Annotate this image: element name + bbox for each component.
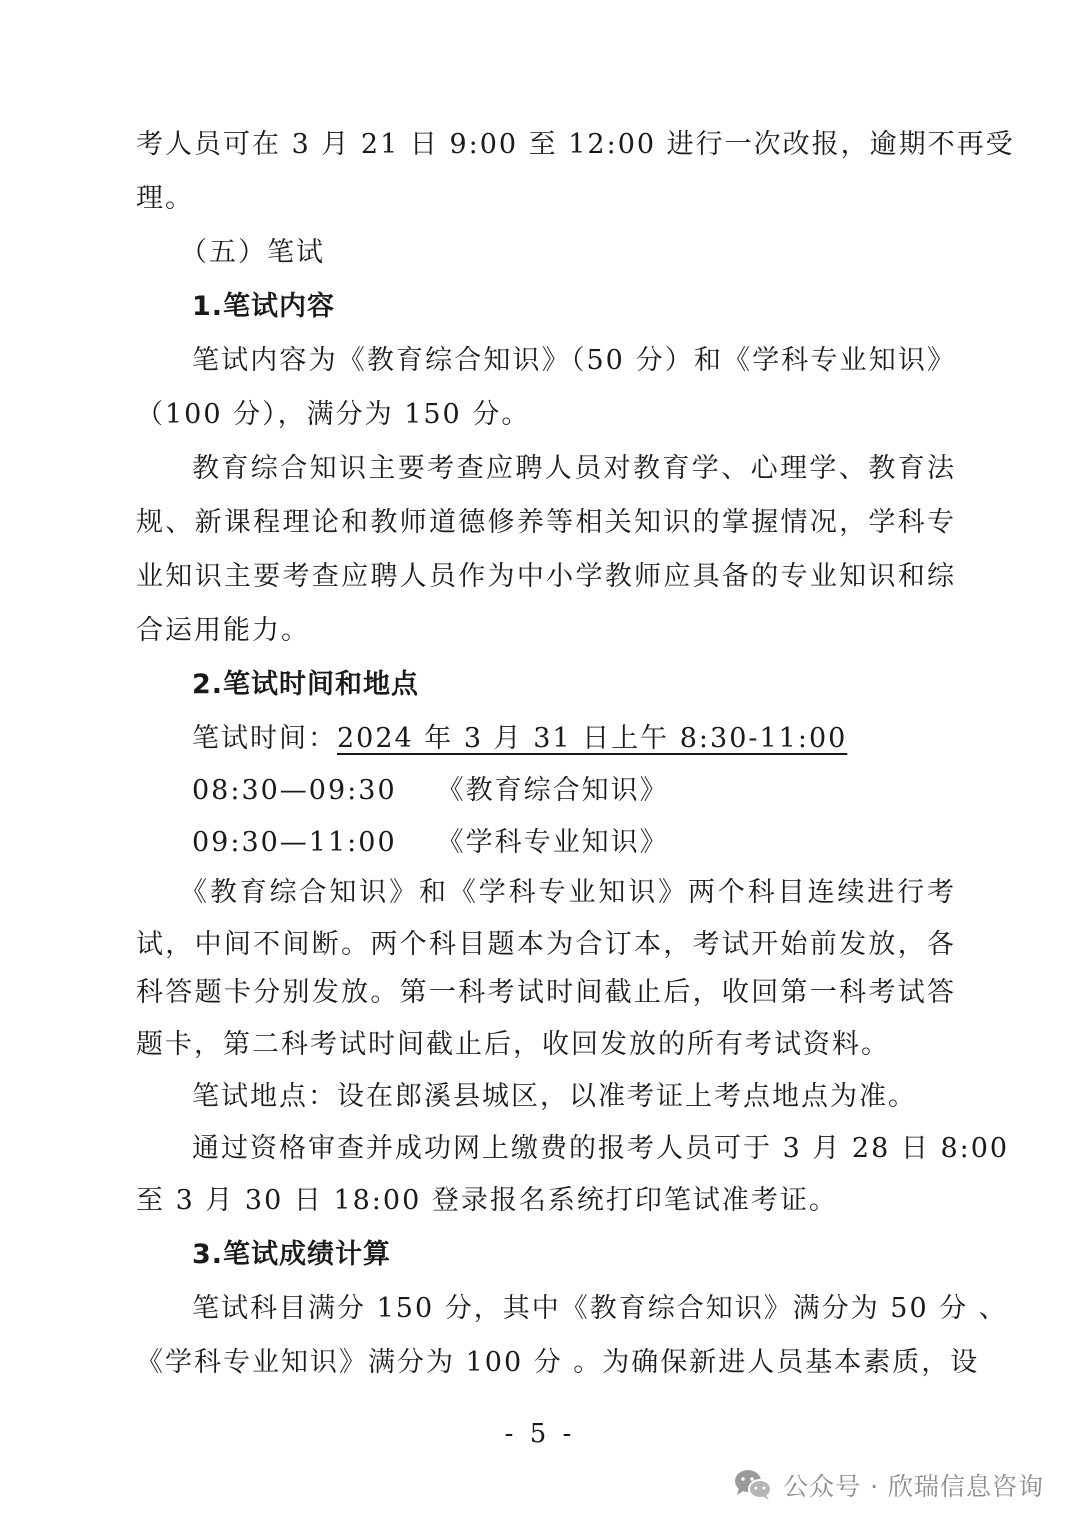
schedule-time: 09:30—11:00 xyxy=(192,827,397,858)
watermark-text: 公众号 · 欣瑞信息咨询 xyxy=(783,1472,1044,1501)
exam-time-line xyxy=(192,712,956,766)
subsection-heading: 1.笔试内容 xyxy=(192,291,336,322)
schedule-row xyxy=(192,764,956,818)
section-heading: （五）笔试 xyxy=(180,237,325,268)
paragraph-line: 试，中间不间断。两个科目题本为合订本，考试开始前发放，各 xyxy=(136,929,956,960)
page-number: - 5 - xyxy=(504,1419,576,1449)
paragraph-line: 科答题卡分别发放。第一科考试时间截止后，收回第一科考试答 xyxy=(136,977,956,1008)
exam-time-value: 2024 年 3 月 31 日上午 8:30-11:00 xyxy=(337,723,848,754)
paragraph-line: 教育综合知识主要考查应聘人员对教育学、心理学、教育法 xyxy=(192,453,956,484)
wechat-icon xyxy=(733,1468,773,1502)
subsection-heading: 3.笔试成绩计算 xyxy=(192,1239,392,1270)
paragraph-line: 《学科专业知识》满分为 100 分 。为确保新进人员基本素质，设 xyxy=(136,1347,980,1378)
paragraph-line: 规、新课程理论和教师道德修养等相关知识的掌握情况，学科专 xyxy=(136,507,956,538)
schedule-row xyxy=(192,816,956,870)
schedule-time: 08:30—09:30 xyxy=(192,775,397,806)
exam-time-label: 笔试时间： xyxy=(192,723,337,754)
paragraph-line: 《教育综合知识》和《学科专业知识》两个科目连续进行考 xyxy=(180,877,956,908)
paragraph-line: 至 3 月 30 日 18:00 登录报名系统打印笔试准考证。 xyxy=(136,1185,838,1216)
schedule-subject: 《教育综合知识》 xyxy=(436,775,669,806)
paragraph-line: 笔试科目满分 150 分，其中《教育综合知识》满分为 50 分 、 xyxy=(192,1293,1008,1324)
paragraph-line: 合运用能力。 xyxy=(136,615,310,646)
watermark xyxy=(733,1463,1044,1507)
paragraph-line: 理。 xyxy=(136,183,194,214)
paragraph-line: （100 分），满分为 150 分。 xyxy=(136,399,531,430)
paragraph-line: 题卡，第二科考试时间截止后，收回发放的所有考试资料。 xyxy=(136,1029,890,1060)
paragraph-line: 业知识主要考查应聘人员作为中小学教师应具备的专业知识和综 xyxy=(136,561,956,592)
subsection-heading: 2.笔试时间和地点 xyxy=(192,669,420,700)
schedule-subject: 《学科专业知识》 xyxy=(436,827,669,858)
paragraph-line: 考人员可在 3 月 21 日 9:00 至 12:00 进行一次改报，逾期不再受 xyxy=(136,129,1015,160)
paragraph-line: 笔试地点：设在郎溪县城区，以准考证上考点地点为准。 xyxy=(192,1081,917,1112)
paragraph-line: 笔试内容为《教育综合知识》（50 分）和《学科专业知识》 xyxy=(192,345,956,376)
paragraph-line: 通过资格审查并成功网上缴费的报考人员可于 3 月 28 日 8:00 xyxy=(192,1133,1010,1164)
